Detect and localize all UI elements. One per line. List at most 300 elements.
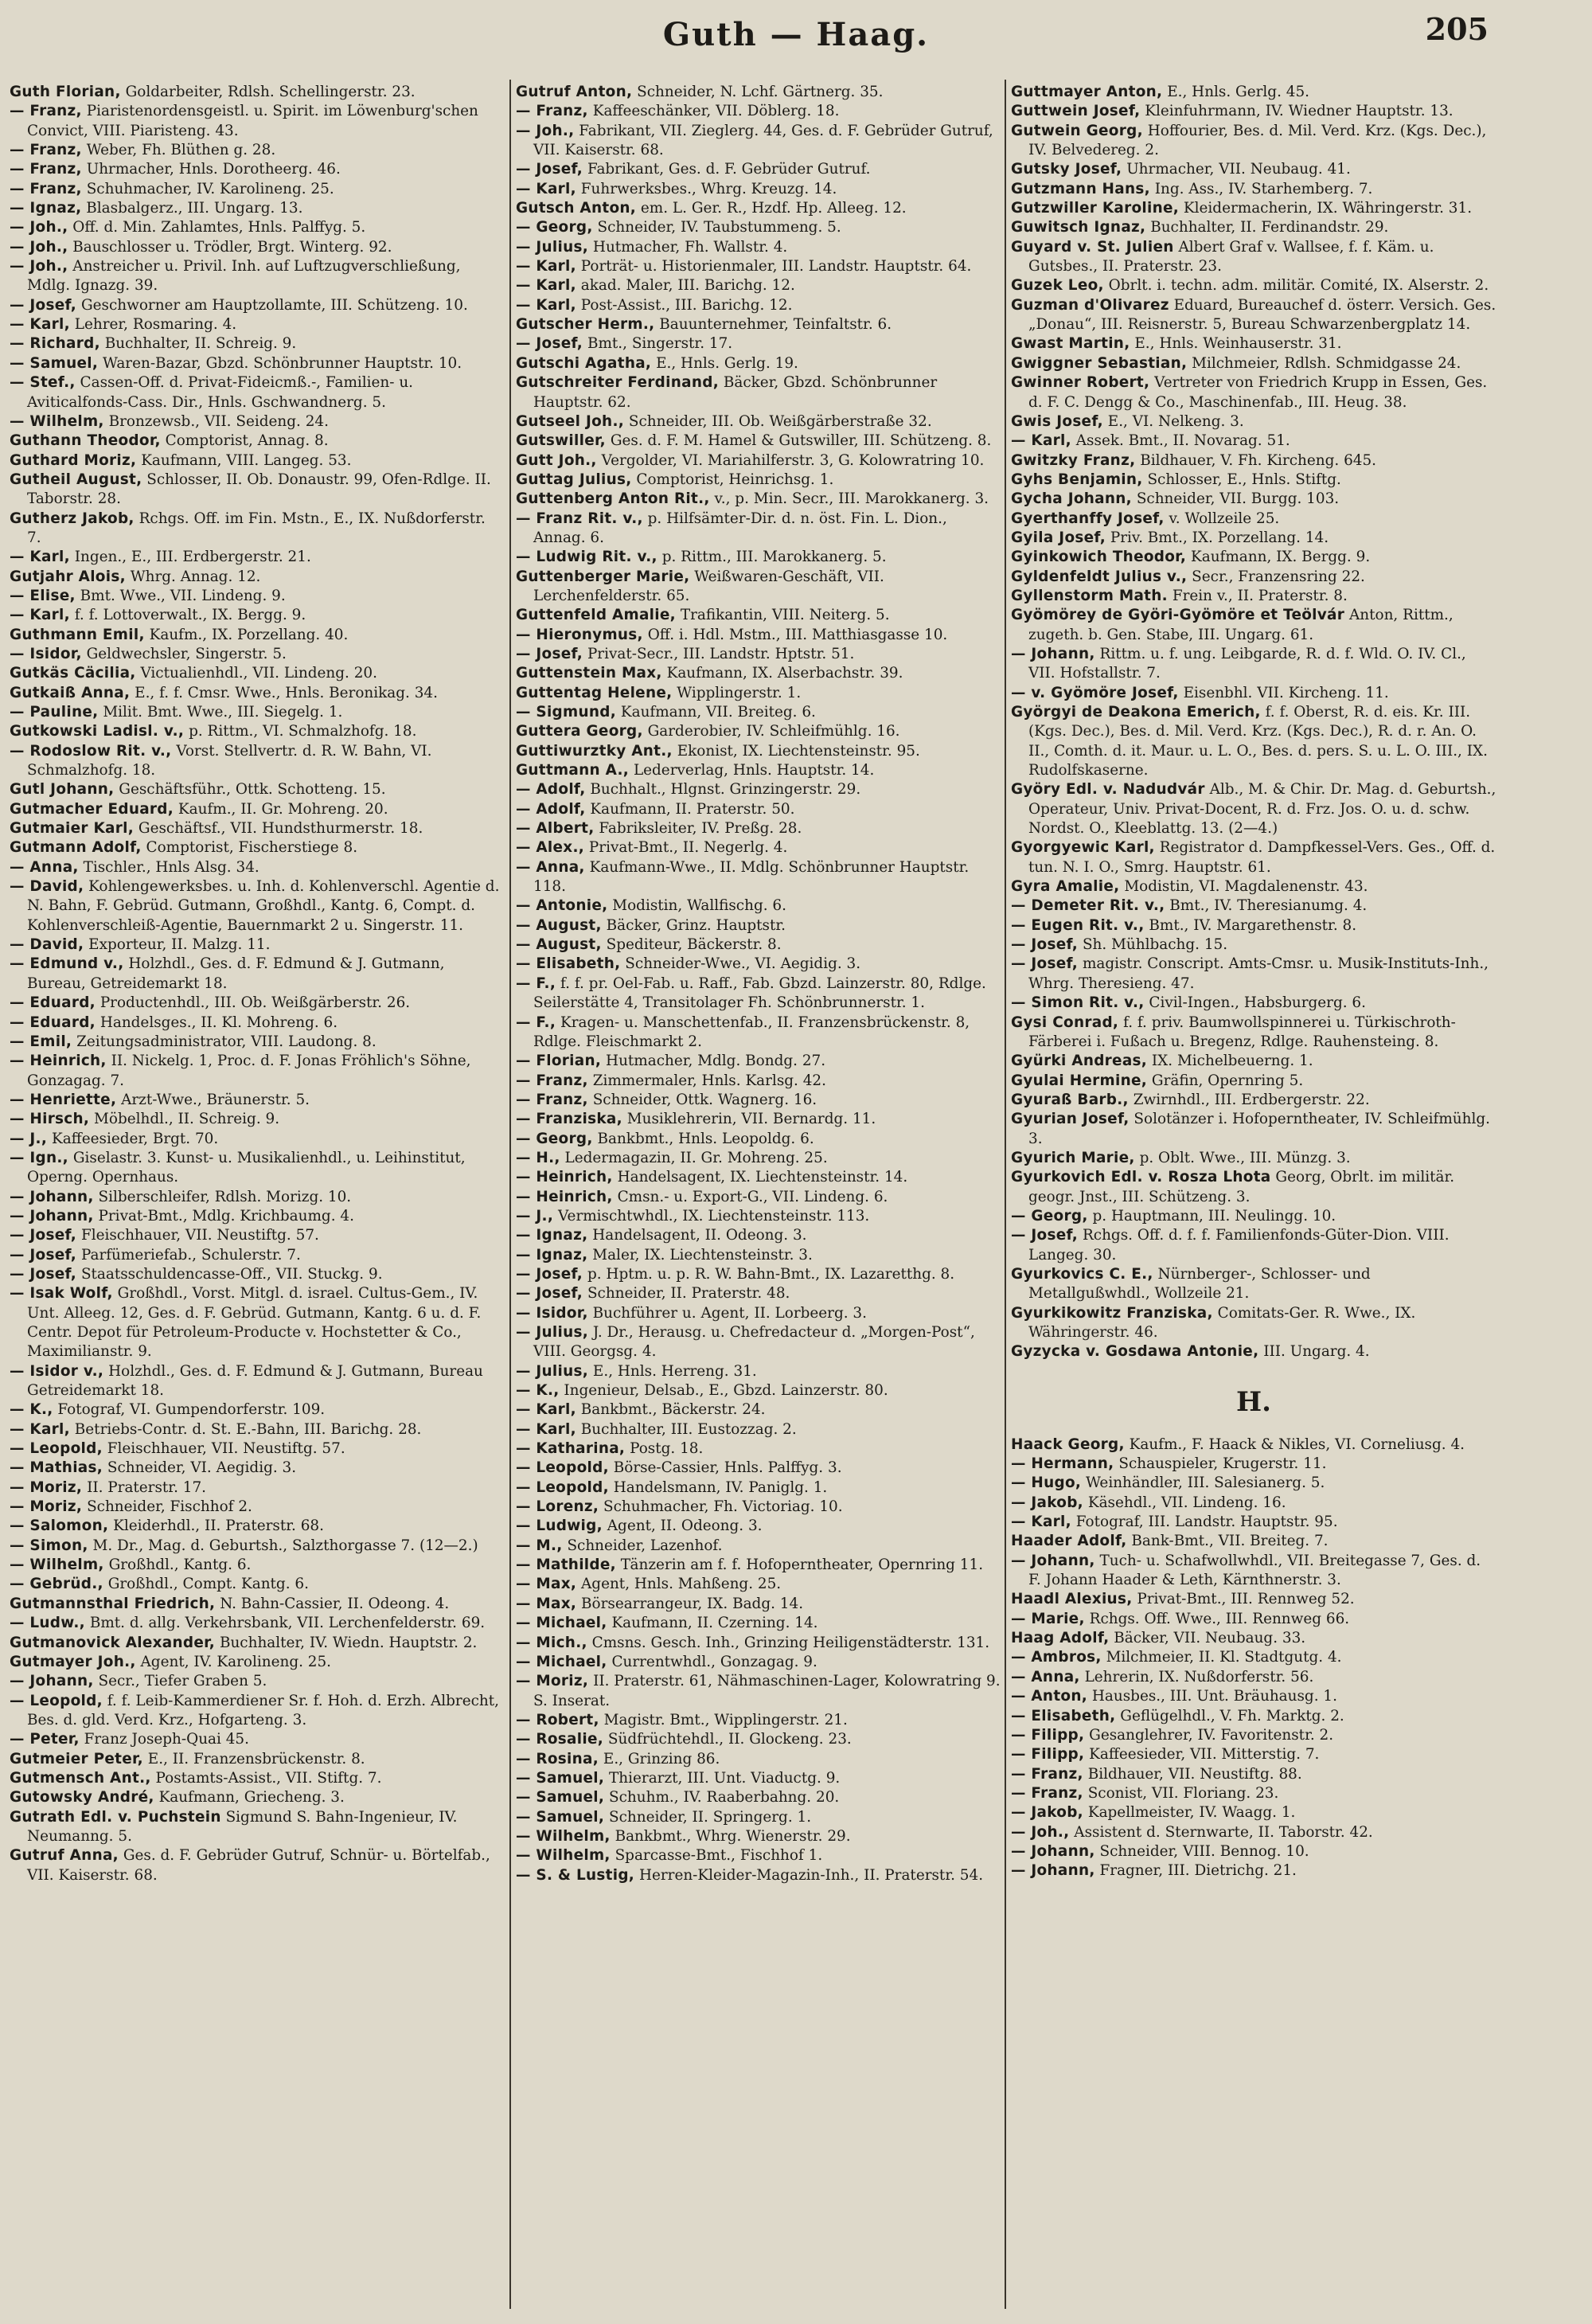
entry-name: Gwiggner Sebastian, xyxy=(1011,354,1188,372)
directory-entry xyxy=(516,1827,1001,1846)
directory-entry xyxy=(516,1672,1001,1711)
directory-entry xyxy=(1011,1552,1496,1591)
entry-name: — Joh., xyxy=(10,219,68,236)
entry-name: Gutzwiller Karoline, xyxy=(1011,200,1180,217)
entry-name: — Eduard, xyxy=(10,994,96,1012)
entry-detail: Registrator d. Dampfkessel-Vers. Ges., Off. d. tun. N. I. O., Smrg. Hauptstr. 61. xyxy=(1028,839,1496,876)
entry-detail: Ingenieur, Delsab., E., Gbzd. Lainzerstr. 80. xyxy=(564,1382,888,1400)
entry-detail: Zwirnhdl., III. Erdbergerstr. 22. xyxy=(1133,1091,1370,1108)
directory-entry xyxy=(1011,1455,1496,1474)
directory-entry xyxy=(1011,1265,1496,1304)
entry-name: — Simon Rit. v., xyxy=(1011,994,1145,1012)
entry-detail: p. Oblt. Wwe., III. Münzg. 3. xyxy=(1139,1149,1351,1166)
directory-entry xyxy=(10,412,503,432)
entry-detail: Schuhm., IV. Raaberbahng. 20. xyxy=(609,1789,840,1806)
directory-entry xyxy=(516,1595,1001,1614)
entry-name: — Isidor, xyxy=(516,1304,588,1322)
entry-name: — Samuel, xyxy=(516,1769,605,1787)
directory-entry xyxy=(1011,432,1496,451)
entry-detail: Secr., Franzensring 22. xyxy=(1192,568,1365,585)
directory-entry xyxy=(10,1130,503,1149)
entry-detail: Whrg. Annag. 12. xyxy=(130,568,261,585)
entry-name: — Ignaz, xyxy=(516,1246,588,1264)
directory-entry xyxy=(10,296,503,315)
entry-detail: Priv. Bmt., IX. Porzellang. 14. xyxy=(1110,529,1329,546)
directory-entry xyxy=(1011,1861,1496,1881)
directory-entry xyxy=(10,626,503,645)
entry-name: Gutjahr Alois, xyxy=(10,568,126,585)
entry-name: Guthard Moriz, xyxy=(10,451,137,469)
directory-entry xyxy=(10,684,503,703)
directory-entry xyxy=(10,1420,503,1439)
entry-detail: Fleischhauer, VII. Neustiftg. 57. xyxy=(80,1227,319,1244)
entry-name: — Adolf, xyxy=(516,781,586,799)
directory-entry xyxy=(1011,548,1496,567)
directory-entry xyxy=(10,102,503,141)
entry-name: Gutkaiß Anna, xyxy=(10,684,131,701)
directory-entry xyxy=(10,432,503,451)
entry-name: — Ign., xyxy=(10,1149,68,1166)
directory-entry xyxy=(516,373,1001,412)
directory-entry xyxy=(10,334,503,353)
entry-detail: E., Hnls. Gerlg. 45. xyxy=(1167,84,1310,100)
entry-name: — Filipp, xyxy=(1011,1726,1085,1744)
entry-detail: Kohlengewerksbes. u. Inh. d. Kohlenverschl. Agentie d. N. Bahn, F. Gebrüd. Gutmann, Großhdl., Kantg. 6, Compt. d. Kohlenverschleiß-Agentie, Bauernmarkt 2 u. Singerstr. 11. xyxy=(27,878,500,934)
entry-name: — Franz, xyxy=(10,180,82,197)
entry-name: Guthann Theodor, xyxy=(10,432,161,450)
entry-name: — Salomon, xyxy=(10,1517,109,1535)
entry-detail: Eduard, Bureauchef d. österr. Versich. Ges. „Donau“, III. Reisnerstr. 5, Bureau Schwarzenbergplatz 14. xyxy=(1028,296,1496,334)
entry-detail: III. Ungarg. 4. xyxy=(1263,1343,1370,1361)
entry-name: — Anna, xyxy=(516,858,585,876)
entry-name: Guttenberger Marie, xyxy=(516,568,690,585)
entry-detail: p. Rittm., VI. Schmalzhofg. 18. xyxy=(189,723,417,740)
entry-detail: f. f. pr. Oel-Fab. u. Raff., Fab. Gbzd. Lainzerstr. 80, Rdlge. Seilerstätte 4, Transitolager Fh. Schönbrunnerstr. 1. xyxy=(533,975,986,1012)
entry-name: — Ignaz, xyxy=(516,1227,588,1244)
directory-entry xyxy=(10,838,503,857)
entry-name: — Franz, xyxy=(1011,1784,1083,1802)
entry-name: — Josef, xyxy=(1011,955,1079,973)
directory-entry xyxy=(516,1711,1001,1730)
directory-entry xyxy=(516,1149,1001,1168)
directory-entry xyxy=(1011,1072,1496,1091)
entry-name: — Karl, xyxy=(10,316,70,334)
entry-detail: Holzhdl., Ges. d. F. Edmund & J. Gutmann, Bureau Getreidemarkt 18. xyxy=(27,1362,483,1400)
entry-name: Guwitsch Ignaz, xyxy=(1011,219,1146,236)
directory-entry xyxy=(516,1653,1001,1672)
directory-entry xyxy=(516,1400,1001,1420)
entry-name: Gutrath Edl. v. Puchstein xyxy=(10,1808,221,1826)
entry-detail: p. Hauptmann, III. Neulingg. 10. xyxy=(1092,1207,1336,1224)
entry-detail: Kaufmann, IX. Alserbachstr. 39. xyxy=(666,665,903,682)
entry-name: — Florian, xyxy=(516,1053,602,1070)
entry-detail: Fabrikant, Ges. d. F. Gebrüder Gutruf. xyxy=(587,161,871,178)
entry-detail: Großhdl., Vorst. Mitgl. d. israel. Cultus-Gem., IV. Unt. Alleeg. 12, Ges. d. F. Gebrüd. Gutmann, Kantg. 6 u. d. F. Centr. Depot für Petroleum-Producte v. Hochstetter & Co., Maximilianstr. 9. xyxy=(27,1285,482,1361)
directory-entry xyxy=(516,102,1001,121)
directory-entry xyxy=(516,858,1001,897)
entry-detail: Weber, Fh. Blüthen g. 28. xyxy=(86,142,276,159)
directory-entry xyxy=(1011,490,1496,509)
entry-detail: Modistin, VI. Magdalenenstr. 43. xyxy=(1124,878,1368,896)
directory-entry xyxy=(10,1672,503,1691)
entry-detail: Spediteur, Bäckerstr. 8. xyxy=(606,936,782,954)
entry-name: — Karl, xyxy=(1011,1514,1071,1531)
entry-name: — Julius, xyxy=(516,238,589,256)
entry-name: — Josef, xyxy=(516,335,583,353)
directory-entry xyxy=(516,1769,1001,1788)
entry-name: Gutkäs Cäcilia, xyxy=(10,665,136,682)
entry-detail: Schneider, II. Praterstr. 48. xyxy=(587,1285,790,1303)
entry-detail: Postamts-Assist., VII. Stiftg. 7. xyxy=(155,1769,382,1787)
entry-name: — David, xyxy=(10,878,84,896)
directory-entry xyxy=(516,1866,1001,1885)
directory-entry xyxy=(516,1284,1001,1303)
directory-entry xyxy=(516,819,1001,838)
entry-name: — Georg, xyxy=(516,219,593,236)
directory-entry xyxy=(10,935,503,955)
entry-name: — Wilhelm, xyxy=(516,1847,611,1865)
entry-detail: em. L. Ger. R., Hzdf. Hp. Alleeg. 12. xyxy=(640,200,907,217)
entry-detail: Privat-Bmt., II. Negerlg. 4. xyxy=(588,839,788,857)
entry-name: — Ludwig Rit. v., xyxy=(516,549,657,566)
entry-name: — Karl, xyxy=(516,1420,576,1438)
entry-name: — Peter, xyxy=(10,1731,80,1748)
entry-detail: Bäcker, VII. Neubaug. 33. xyxy=(1114,1630,1306,1647)
entry-detail: Rchgs. Off. im Fin. Mstn., E., IX. Nußdorferstr. 7. xyxy=(27,510,486,546)
entry-name: Gyhs Benjamin, xyxy=(1011,471,1143,488)
entry-name: — Franz, xyxy=(10,161,82,178)
entry-detail: p. Rittm., III. Marokkanerg. 5. xyxy=(661,549,887,566)
entry-detail: II. Praterstr. 61, Nähmaschinen-Lager, Kolowratring 9. S. Inserat. xyxy=(533,1673,1001,1709)
entry-detail: E., II. Franzensbrückenstr. 8. xyxy=(147,1750,365,1767)
entry-name: — David, xyxy=(10,936,84,954)
directory-entry xyxy=(516,1556,1001,1575)
entry-name: Guttenfeld Amalie, xyxy=(516,607,676,624)
directory-entry xyxy=(1011,334,1496,353)
entry-detail: Porträt- u. Historienmaler, III. Landstr. Hauptstr. 64. xyxy=(580,258,972,275)
directory-entry xyxy=(10,1362,503,1401)
entry-detail: Hoffourier, Bes. d. Mil. Verd. Krz. (Kgs. Dec.), IV. Belvedereg. 2. xyxy=(1028,122,1487,159)
directory-entry xyxy=(1011,1342,1496,1361)
entry-detail: Garderobier, IV. Schleifmühlg. 16. xyxy=(647,723,900,740)
entry-detail: Agent, IV. Karolineng. 25. xyxy=(140,1653,332,1670)
entry-detail: Lehrer, Rosmaring. 4. xyxy=(74,316,237,334)
entry-name: — Franz, xyxy=(516,1072,588,1089)
directory-entry xyxy=(516,1846,1001,1865)
directory-entry xyxy=(10,1033,503,1052)
entry-detail: Handelsagent, IX. Liechtensteinstr. 14. xyxy=(617,1169,908,1186)
entry-name: Guttiwurztky Ant., xyxy=(516,742,673,760)
entry-detail: Gräfin, Opernring 5. xyxy=(1151,1072,1304,1089)
entry-name: — Franz, xyxy=(516,1091,588,1108)
entry-name: — Lorenz, xyxy=(516,1498,599,1516)
entry-name: — Mich., xyxy=(516,1634,587,1651)
directory-entry xyxy=(1011,1091,1496,1110)
directory-entry xyxy=(516,1207,1001,1226)
entry-name: Guthmann Emil, xyxy=(10,626,145,643)
entry-name: Gyurian Josef, xyxy=(1011,1111,1130,1128)
directory-entry xyxy=(1011,296,1496,335)
entry-name: Gutmeier Peter, xyxy=(10,1750,143,1767)
entry-detail: Kaufmann, II. Czerning. 14. xyxy=(611,1615,818,1632)
directory-entry xyxy=(10,1556,503,1575)
directory-entry xyxy=(10,1750,503,1769)
entry-detail: Weißwaren-Geschäft, VII. Lerchenfelderstr. 65. xyxy=(533,568,884,604)
entry-name: — Demeter Rit. v., xyxy=(1011,897,1165,915)
entry-name: — Leopold, xyxy=(10,1440,103,1458)
entry-name: — Stef., xyxy=(10,374,76,392)
entry-name: — F., xyxy=(516,975,556,992)
entry-name: Gutheil August, xyxy=(10,471,142,488)
directory-entry xyxy=(1011,568,1496,587)
directory-entry xyxy=(516,935,1001,955)
directory-entry xyxy=(1011,838,1496,877)
directory-entry xyxy=(10,510,503,549)
entry-detail: Bankbmt., Whrg. Wienerstr. 29. xyxy=(615,1827,851,1845)
entry-detail: Hutmacher, Mdlg. Bondg. 27. xyxy=(606,1053,826,1070)
entry-name: — Samuel, xyxy=(10,354,99,372)
directory-entry xyxy=(1011,684,1496,703)
directory-entry xyxy=(516,1537,1001,1556)
entry-name: — Johann, xyxy=(10,1673,94,1690)
entry-name: Gutseel Joh., xyxy=(516,412,625,430)
entry-name: — Karl, xyxy=(10,1420,70,1438)
entry-name: Gutowsky André, xyxy=(10,1789,154,1806)
entry-name: — Ignaz, xyxy=(10,200,82,217)
entry-detail: Cmsns. Gesch. Inh., Grinzing Heiligenstädterstr. 131. xyxy=(591,1634,990,1651)
entry-detail: Schneider, Lazenhof. xyxy=(567,1537,723,1554)
entry-name: — Karl, xyxy=(516,1401,576,1419)
entry-name: — Elise, xyxy=(10,587,76,604)
entry-name: Guzek Leo, xyxy=(1011,277,1104,295)
entry-name: — Franz, xyxy=(10,142,82,159)
entry-name: — Franz, xyxy=(516,103,588,120)
entry-detail: Kleidermacherin, IX. Währingerstr. 31. xyxy=(1183,200,1473,217)
page-number: 205 xyxy=(1425,11,1489,47)
entry-name: — Samuel, xyxy=(516,1789,605,1806)
entry-name: — Rosalie, xyxy=(516,1731,604,1748)
entry-detail: Schneider, Fischhof 2. xyxy=(87,1498,252,1516)
entry-detail: Kleiderhdl., II. Praterstr. 68. xyxy=(113,1517,324,1535)
entry-name: — Pauline, xyxy=(10,704,99,721)
directory-entry xyxy=(10,451,503,471)
directory-entry xyxy=(516,1614,1001,1633)
entry-name: — Edmund v., xyxy=(10,955,124,973)
entry-name: Gutmannsthal Friedrich, xyxy=(10,1595,216,1612)
directory-entry xyxy=(516,1634,1001,1653)
entry-detail: Sparcasse-Bmt., Fischhof 1. xyxy=(615,1847,823,1865)
entry-detail: II. Nickelg. 1, Proc. d. F. Jonas Fröhlich's Söhne, Gonzagag. 7. xyxy=(27,1053,471,1089)
entry-name: — Franz, xyxy=(10,103,82,120)
entry-name: Haack Georg, xyxy=(1011,1435,1125,1453)
entry-name: Guzman d'Olivarez xyxy=(1011,296,1169,314)
directory-entry xyxy=(10,1052,503,1091)
column-2 xyxy=(516,83,1001,2312)
entry-name: — Ludw., xyxy=(10,1615,85,1632)
entry-name: — Leopold, xyxy=(516,1478,609,1496)
entry-name: — Josef, xyxy=(10,1265,77,1283)
entry-name: Gyorgyewic Karl, xyxy=(1011,839,1155,857)
entry-name: — Ludwig, xyxy=(516,1517,603,1535)
entry-detail: Piaristenordensgeistl. u. Spirit. im Löwenburg'schen Convict, VIII. Piaristeng. 43. xyxy=(27,103,478,139)
entry-detail: Bronzewsb., VII. Seideng. 24. xyxy=(108,412,329,430)
entry-detail: Albert Graf v. Wallsee, f. f. Käm. u. Gutsbes., II. Praterstr. 23. xyxy=(1028,238,1434,275)
entry-name: — Franziska, xyxy=(516,1111,622,1128)
entry-detail: Cmsn.- u. Export-G., VII. Lindeng. 6. xyxy=(617,1188,888,1205)
entry-name: — Mathilde, xyxy=(516,1556,616,1574)
entry-detail: Schlosser, E., Hnls. Stiftg. xyxy=(1147,471,1341,488)
entry-name: — Johann, xyxy=(10,1207,94,1224)
entry-detail: p. Hptm. u. p. R. W. Bahn-Bmt., IX. Lazaretthg. 8. xyxy=(587,1265,955,1283)
directory-entry xyxy=(10,1439,503,1459)
entry-detail: Wipplingerstr. 1. xyxy=(677,684,802,701)
directory-entry xyxy=(10,257,503,296)
entry-name: — Karl, xyxy=(516,180,576,197)
entry-detail: Schneider, III. Ob. Weißgärberstraße 32. xyxy=(628,412,932,430)
entry-detail: Milit. Bmt. Wwe., III. Siegelg. 1. xyxy=(103,704,343,721)
entry-name: Gutmacher Eduard, xyxy=(10,800,174,818)
entry-detail: Comptorist, Annag. 8. xyxy=(165,432,329,450)
entry-detail: Hutmacher, Fh. Wallstr. 4. xyxy=(592,238,788,256)
entry-detail: Kleinfuhrmann, IV. Wiedner Hauptstr. 13. xyxy=(1145,103,1453,120)
entry-detail: Schneider, N. Lchf. Gärtnerg. 35. xyxy=(637,84,884,100)
directory-entry xyxy=(10,858,503,877)
entry-name: — Isidor v., xyxy=(10,1362,104,1380)
directory-entry xyxy=(516,722,1001,741)
directory-entry xyxy=(516,1304,1001,1323)
entry-detail: Postg. 18. xyxy=(630,1440,704,1458)
entry-name: — Sigmund, xyxy=(516,704,617,721)
entry-detail: Großhdl., Kantg. 6. xyxy=(108,1556,252,1574)
entry-detail: Schneider-Wwe., VI. Aegidig. 3. xyxy=(625,955,861,973)
directory-entry xyxy=(1011,529,1496,548)
entry-name: Gutswiller, xyxy=(516,432,606,450)
directory-entry xyxy=(1011,1668,1496,1687)
entry-name: — Filipp, xyxy=(1011,1746,1085,1764)
directory-entry xyxy=(1011,1168,1496,1207)
directory-entry xyxy=(516,606,1001,625)
entry-name: Gyllenstorm Math. xyxy=(1011,587,1168,604)
directory-entry xyxy=(10,1595,503,1614)
entry-detail: Kaufmann, Griecheng. 3. xyxy=(158,1789,345,1806)
directory-entry xyxy=(10,1537,503,1556)
directory-entry xyxy=(516,1052,1001,1071)
column-3 xyxy=(1011,83,1496,2312)
entry-name: — Heinrich, xyxy=(10,1053,107,1070)
directory-entry xyxy=(516,276,1001,295)
entry-name: Guth Florian, xyxy=(10,84,121,100)
directory-entry xyxy=(516,838,1001,857)
entry-detail: Trafikantin, VIII. Neiterg. 5. xyxy=(680,607,890,624)
directory-entry xyxy=(516,1788,1001,1807)
entry-name: Gyurkovich Edl. v. Rosza Lhota xyxy=(1011,1169,1271,1186)
entry-detail: Schneider, VII. Burgg. 103. xyxy=(1136,490,1340,508)
entry-detail: Vorst. Stellvertr. d. R. W. Bahn, VI. Schmalzhofg. 18. xyxy=(27,742,432,779)
directory-entry xyxy=(10,1769,503,1788)
entry-detail: Geschworner am Hauptzollamte, III. Schützeng. 10. xyxy=(80,296,468,314)
entry-detail: Vermischtwhdl., IX. Liechtensteinstr. 113. xyxy=(557,1207,870,1224)
directory-entry xyxy=(516,548,1001,567)
entry-name: Guttwein Josef, xyxy=(1011,103,1141,120)
entry-name: — Anton, xyxy=(1011,1688,1088,1705)
entry-detail: Bildhauer, V. Fh. Kircheng. 645. xyxy=(1140,451,1377,469)
directory-entry xyxy=(1011,1226,1496,1265)
entry-detail: Fabrikant, VII. Zieglerg. 44, Ges. d. F. Gebrüder Gutruf, VII. Kaiserstr. 68. xyxy=(533,122,993,159)
entry-name: — Elisabeth, xyxy=(516,955,621,973)
entry-name: — Johann, xyxy=(1011,1842,1095,1860)
entry-detail: Kaffeesieder, Brgt. 70. xyxy=(51,1130,219,1147)
entry-detail: Productenhdl., III. Ob. Weißgärberstr. 26. xyxy=(100,994,411,1012)
directory-entry xyxy=(10,742,503,781)
entry-name: — J., xyxy=(516,1207,554,1224)
directory-entry xyxy=(10,1188,503,1207)
entry-detail: Cassen-Off. d. Privat-Fideicmß.-, Familien- u. Aviticalfonds-Cass. Dir., Hnls. Gschwandnerg. 5. xyxy=(27,374,414,411)
entry-detail: Südfrüchtehdl., II. Glockeng. 23. xyxy=(607,1731,852,1748)
entry-name: Gyürki Andreas, xyxy=(1011,1053,1148,1070)
entry-detail: Bankbmt., Hnls. Leopoldg. 6. xyxy=(597,1130,814,1147)
directory-entry xyxy=(1011,1610,1496,1629)
directory-entry xyxy=(1011,180,1496,199)
directory-entry xyxy=(1011,896,1496,916)
directory-entry xyxy=(516,800,1001,819)
directory-entry xyxy=(10,1091,503,1110)
entry-detail: Kaufm., F. Haack & Nikles, VI. Corneliusg. 4. xyxy=(1129,1435,1465,1453)
entry-name: Guttmann A., xyxy=(516,762,630,779)
entry-detail: Assek. Bmt., II. Novarag. 51. xyxy=(1075,432,1290,450)
directory-entry xyxy=(516,1381,1001,1400)
directory-entry xyxy=(1011,916,1496,935)
entry-name: — Joh., xyxy=(516,122,575,139)
entry-name: — Michael, xyxy=(516,1615,607,1632)
entry-detail: Schneider, II. Springerg. 1. xyxy=(609,1808,812,1826)
entry-detail: f. f. Leib-Kammerdiener Sr. f. Hoh. d. Erzh. Albrecht, Bes. d. gld. Verd. Krz., Hofgarteng. 3. xyxy=(27,1692,499,1728)
directory-entry xyxy=(1011,877,1496,896)
entry-detail: Ekonist, IX. Liechtensteinstr. 95. xyxy=(677,742,920,760)
entry-name: Gwitzky Franz, xyxy=(1011,451,1136,469)
entry-name: — Leopold, xyxy=(516,1459,609,1477)
entry-name: — Moriz, xyxy=(10,1478,83,1496)
directory-entry xyxy=(516,257,1001,276)
entry-detail: Nürnberger-, Schlosser- und Metallgußwhdl., Wollzeile 21. xyxy=(1028,1265,1371,1303)
directory-entry xyxy=(1011,1207,1496,1226)
directory-entry xyxy=(1011,122,1496,161)
entry-name: — Jakob, xyxy=(1011,1804,1083,1822)
entry-detail: Börsearrangeur, IX. Badg. 14. xyxy=(581,1595,804,1612)
directory-entry xyxy=(1011,1842,1496,1861)
entry-detail: Privat-Bmt., III. Rennweg 52. xyxy=(1137,1591,1355,1608)
entry-detail: Ges. d. F. M. Hamel & Gutswiller, III. Schützeng. 8. xyxy=(610,432,992,450)
entry-name: Guttenberg Anton Rit., xyxy=(516,490,710,508)
entry-detail: Buchführer u. Agent, II. Lorbeerg. 3. xyxy=(592,1304,867,1322)
entry-detail: v., p. Min. Secr., III. Marokkanerg. 3. xyxy=(714,490,989,508)
directory-entry xyxy=(516,432,1001,451)
directory-entry xyxy=(10,1014,503,1033)
entry-name: Gwinner Robert, xyxy=(1011,374,1150,392)
entry-detail: Thierarzt, III. Unt. Viaductg. 9. xyxy=(609,1769,841,1787)
entry-detail: Anton, Rittm., zugeth. b. Gen. Stabe, III. Ungarg. 61. xyxy=(1028,607,1453,643)
directory-entry xyxy=(516,1323,1001,1362)
directory-entry xyxy=(10,587,503,606)
entry-detail: Holzhdl., Ges. d. F. Edmund & J. Gutmann, Bureau, Getreidemarkt 18. xyxy=(27,955,445,992)
directory-entry xyxy=(10,1459,503,1478)
entry-name: Gyurkikowitz Franziska, xyxy=(1011,1304,1213,1322)
directory-entry xyxy=(1011,510,1496,529)
entry-detail: Sigmund S. Bahn-Ingenieur, IV. Neumanng. 5. xyxy=(27,1808,458,1845)
directory-entry xyxy=(1011,276,1496,295)
directory-entry xyxy=(516,315,1001,334)
directory-entry xyxy=(516,645,1001,664)
entry-detail: Silberschleifer, Rdlsh. Morizg. 10. xyxy=(98,1188,352,1205)
